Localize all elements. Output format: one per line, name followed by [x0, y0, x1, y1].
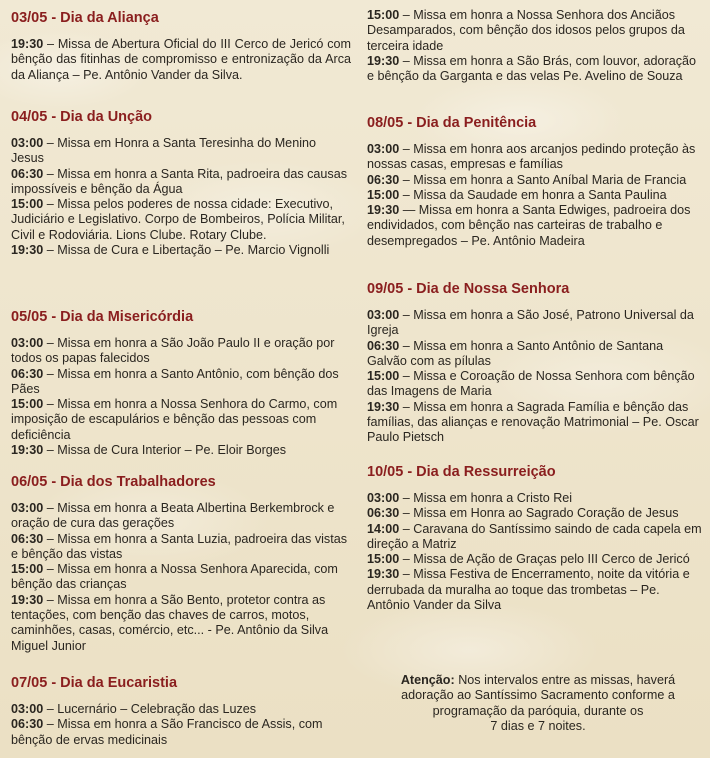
event-time: 03:00 [11, 336, 44, 350]
event-text: – Caravana do Santíssimo saindo de cada capela em direção a Matriz [367, 521, 702, 551]
day-title: 09/05 - Dia de Nossa Senhora [367, 281, 570, 297]
event-time: 03:00 [11, 136, 44, 150]
event-text: – Missa de Cura e Libertação – Pe. Marcio Vignolli [43, 243, 330, 258]
event-time: 15:00 [11, 397, 44, 412]
event-item [367, 8, 703, 54]
event-time: 19:30 [11, 592, 44, 607]
day-07-05 [11, 674, 351, 748]
notice-text-1: Nos intervalos entre as missas, haverá [454, 673, 676, 687]
event-item [367, 339, 703, 370]
event-time: 15:00 [367, 552, 400, 567]
event-text: – Missa da Saudade em honra a Santa Paulina [399, 187, 667, 202]
event-item [11, 37, 351, 83]
event-item [11, 562, 351, 593]
event-item [367, 308, 703, 339]
event-item [367, 188, 703, 203]
event-text: – Missa em honra a Nossa Senhora dos Anciãos Desamparados, com bênção dos idosos pelos grupos da terceira idade [367, 8, 685, 53]
notice-text-4: 7 dias e 7 noites. [490, 718, 586, 733]
event-text: – Missa em honra a Nossa Senhora Aparecida, com bênção das crianças [11, 562, 338, 592]
event-text: – Missa em honra a Santo Aníbal Maria de Francia [399, 172, 687, 187]
event-time: 15:00 [367, 369, 400, 384]
event-time: 19:30 [11, 443, 44, 458]
event-text: – Missa em honra a Nossa Senhora do Carmo, com imposição de escapulários e bênção das pessoas com deficiência [11, 397, 338, 442]
event-text: — Missa em honra a Santa Edwiges, padroeira dos endividados, com bênção nas carteiras de trabalho e desempregados – Pe. Antônio Madeira [367, 203, 691, 248]
event-time: 15:00 [11, 562, 44, 577]
event-time: 19:30 [367, 53, 400, 68]
event-text: – Missa em honra aos arcanjos pedindo proteção às nossas casas, empresas e famílias [367, 142, 696, 172]
event-text: – Missa de Abertura Oficial do III Cerco de Jericó com bênção das fitinhas de compromisso e entronização da Arca da Aliança – Pe. Antônio Vander da Silva. [11, 37, 351, 82]
day-09-05 [367, 280, 703, 446]
event-item [11, 167, 351, 198]
event-text: – Missa em honra a Santa Rita, padroeira das causas impossíveis e bênção da Água [11, 166, 348, 196]
event-item [11, 336, 351, 367]
event-item [11, 367, 351, 398]
event-time: 06:30 [367, 338, 400, 353]
event-text: – Missa de Ação de Graças pelo III Cerco de Jericó [399, 552, 690, 567]
day-07-05-continued [367, 8, 703, 84]
day-title: 03/05 - Dia da Aliança [11, 10, 159, 26]
event-time: 19:30 [367, 567, 400, 582]
event-time: 06:30 [11, 166, 44, 181]
day-04-05 [11, 108, 351, 258]
day-title: 06/05 - Dia dos Trabalhadores [11, 474, 216, 490]
day-06-05 [11, 473, 351, 654]
event-time: 03:00 [367, 491, 400, 505]
day-08-05 [367, 114, 703, 249]
event-item [367, 203, 703, 249]
event-time: 03:00 [11, 702, 44, 716]
day-title: 10/05 - Dia da Ressurreição [367, 464, 556, 480]
event-time: 06:30 [367, 172, 400, 187]
event-item [11, 197, 351, 243]
event-item [11, 501, 351, 532]
event-item [367, 400, 703, 446]
event-time: 19:30 [367, 203, 400, 218]
event-item [367, 142, 703, 173]
notice-label: Atenção: [400, 673, 455, 687]
day-05-05 [11, 308, 351, 458]
event-item [11, 532, 351, 563]
event-time: 03:00 [367, 308, 400, 322]
notice-text-3: programação da paróquia, durante os [432, 703, 644, 718]
event-text: – Missa em Honra a Santa Teresinha do Menino Jesus [11, 136, 317, 166]
event-time: 15:00 [367, 187, 400, 202]
event-text: – Missa de Cura Interior – Pe. Eloir Borges [43, 443, 287, 458]
notice-box [378, 673, 698, 734]
event-item [367, 54, 703, 85]
day-title: 08/05 - Dia da Penitência [367, 115, 537, 131]
day-title: 05/05 - Dia da Misericórdia [11, 309, 194, 325]
event-text: – Missa em honra a Santo Antônio, com bênção dos Pães [11, 366, 339, 396]
event-text: – Missa em honra a Santo Antônio de Santana Galvão com as pílulas [367, 338, 664, 368]
event-text: – Missa em honra a Sagrada Família e bênção das famílias, das alianças e renovação Matrimonial – Pe. Oscar Paulo Pietsch [367, 399, 699, 445]
event-time: 19:30 [11, 243, 44, 258]
event-item [11, 717, 351, 748]
day-title: 07/05 - Dia da Eucaristia [11, 675, 178, 691]
event-time: 19:30 [11, 37, 44, 51]
event-time: 14:00 [367, 521, 400, 536]
event-item [11, 136, 351, 167]
event-time: 06:30 [11, 366, 44, 381]
event-time: 15:00 [367, 8, 400, 22]
event-item [11, 593, 351, 654]
event-item [367, 567, 703, 613]
event-item [11, 702, 351, 717]
event-item [11, 397, 351, 443]
event-item [11, 243, 351, 258]
event-time: 06:30 [11, 531, 44, 546]
event-text: – Missa em honra a São Francisco de Assis, com bênção de ervas medicinais [11, 717, 323, 747]
event-time: 19:30 [367, 399, 400, 414]
day-title: 04/05 - Dia da Unção [11, 109, 153, 125]
event-text: – Missa em Honra ao Sagrado Coração de Jesus [399, 506, 679, 521]
day-10-05 [367, 463, 703, 613]
event-text: – Lucernário – Celebração das Luzes [43, 702, 257, 716]
notice-line-1 [378, 673, 698, 688]
event-time: 03:00 [11, 501, 44, 515]
event-item [367, 506, 703, 521]
event-time: 06:30 [11, 717, 44, 732]
event-text: – Missa e Coroação de Nossa Senhora com bênção das Imagens de Maria [367, 369, 695, 399]
day-03-05 [11, 9, 351, 83]
event-text: – Missa em honra a Beata Albertina Berkembrock e oração de cura das gerações [11, 501, 335, 531]
event-text: – Missa Festiva de Encerramento, noite da vitória e derrubada da muralha ao toque das trombetas – Pe. Antônio Vander da Silva [367, 567, 690, 613]
event-item [367, 369, 703, 400]
event-item [367, 522, 703, 553]
event-item [367, 552, 703, 567]
event-item [367, 173, 703, 188]
event-time: 03:00 [367, 142, 400, 156]
event-text: – Missa pelos poderes de nossa cidade: Executivo, Judiciário e Legislativo. Corpo de Bombeiros, Polícia Militar, Civil e Rodoviária. Lions Clube. Rotary Clube. [11, 197, 345, 242]
event-time: 15:00 [11, 197, 44, 212]
event-text: – Missa em honra a São José, Patrono Universal da Igreja [367, 308, 694, 338]
event-item [367, 491, 703, 506]
event-text: – Missa em honra a São João Paulo II e oração por todos os papas falecidos [11, 336, 335, 366]
event-time: 06:30 [367, 506, 400, 521]
notice-text-2: adoração ao Santíssimo Sacramento conforme a [401, 688, 675, 703]
event-text: – Missa em honra a Cristo Rei [399, 491, 573, 505]
event-text: – Missa em honra a São Bento, protetor contra as tentações, com benção das chaves de carros, motos, caminhões, casas, comércio, etc... - Pe. Antônio da Silva Miguel Junior [11, 592, 329, 653]
event-text: – Missa em honra a São Brás, com louvor, adoração e bênção da Garganta e das velas Pe. Avelino de Souza [367, 53, 697, 84]
event-text: – Missa em honra a Santa Luzia, padroeira das vistas e bênção das vistas [11, 531, 348, 561]
event-item [11, 443, 351, 458]
